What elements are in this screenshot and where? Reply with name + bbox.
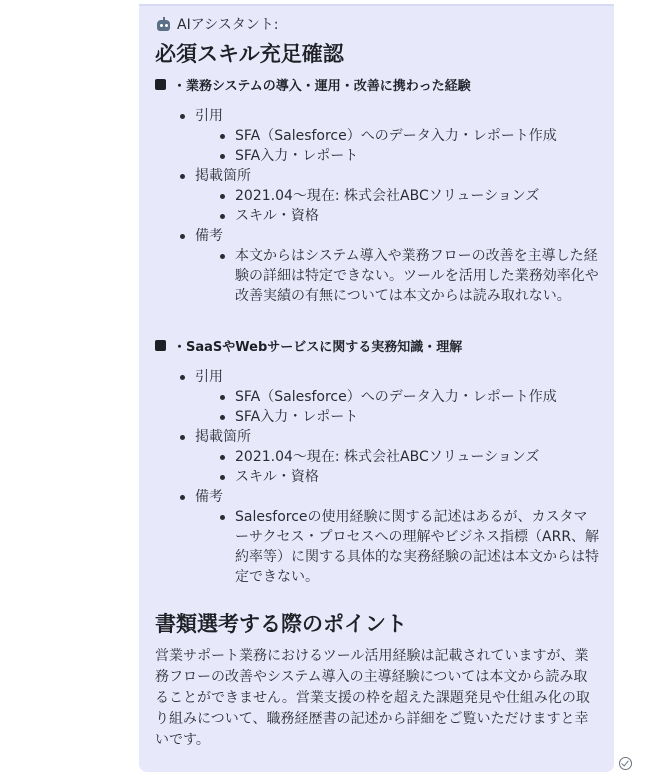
speaker-line xyxy=(155,15,600,33)
list-item: 備考 Salesforceの使用経験に関する記述はあるが、カスタマーサクセス・プロセスへの理解やビジネス指標（ARR、解約率等）に関する具体的な実務経験の記述は本文からは特定できない。 xyxy=(177,487,600,587)
section-list xyxy=(177,367,600,587)
square-bullet-icon xyxy=(155,340,166,351)
list-item: 引用 SFA（Salesforce）へのデータ入力・レポート作成 SFA入力・レポート xyxy=(177,106,600,166)
list-item: 掲載箇所 2021.04〜現在: 株式会社ABCソリューションズ スキル・資格 xyxy=(177,427,600,487)
check-circle-icon xyxy=(619,757,632,770)
list-item: 本文からはシステム導入や業務フローの改善を主導した経験の詳細は特定できない。ツールを活用した業務効率化や改善実績の有無については本文からは読み取れない。 xyxy=(217,246,600,306)
heading-screening-points: 書類選考する際のポイント xyxy=(155,612,407,636)
list-item: スキル・資格 xyxy=(217,206,600,226)
list-item: 2021.04〜現在: 株式会社ABCソリューションズ xyxy=(217,447,600,467)
list-item: SFA入力・レポート xyxy=(217,407,600,427)
assistant-message-bubble xyxy=(139,4,614,772)
list-item: スキル・資格 xyxy=(217,467,600,487)
robot-icon xyxy=(155,17,172,32)
section-title: ・SaaSやWebサービスに関する実務知識・理解 xyxy=(155,335,600,355)
list-item: SFA入力・レポート xyxy=(217,146,600,166)
list-item: 掲載箇所 2021.04〜現在: 株式会社ABCソリューションズ スキル・資格 xyxy=(177,166,600,226)
heading-skill-check: 必須スキル充足確認 xyxy=(155,42,344,66)
list-item: SFA（Salesforce）へのデータ入力・レポート作成 xyxy=(217,126,600,146)
speaker-label: AIアシスタント: xyxy=(177,17,279,33)
list-item: 備考 本文からはシステム導入や業務フローの改善を主導した経験の詳細は特定できない。ツールを活用した業務効率化や改善実績の有無については本文からは読み取れない。 xyxy=(177,226,600,306)
section-list xyxy=(177,106,600,306)
list-item: SFA（Salesforce）へのデータ入力・レポート作成 xyxy=(217,387,600,407)
summary-paragraph: 営業サポート業務におけるツール活用経験は記載されていますが、業務フローの改善やシステム導入の主導経験については本文から読み取ることができません。営業支援の枠を超えた課題発見や仕組み化の取り組みについて、職務経歴書の記述から詳細をご覧いただけますと幸いです。 xyxy=(155,648,590,748)
section-title: ・業務システムの導入・運用・改善に携わった経験 xyxy=(155,74,600,94)
list-item: 2021.04〜現在: 株式会社ABCソリューションズ xyxy=(217,186,600,206)
list-item: Salesforceの使用経験に関する記述はあるが、カスタマーサクセス・プロセスへの理解やビジネス指標（ARR、解約率等）に関する具体的な実務経験の記述は本文からは特定できない。 xyxy=(217,507,600,587)
list-item: 引用 SFA（Salesforce）へのデータ入力・レポート作成 SFA入力・レポート xyxy=(177,367,600,427)
square-bullet-icon xyxy=(155,79,166,90)
